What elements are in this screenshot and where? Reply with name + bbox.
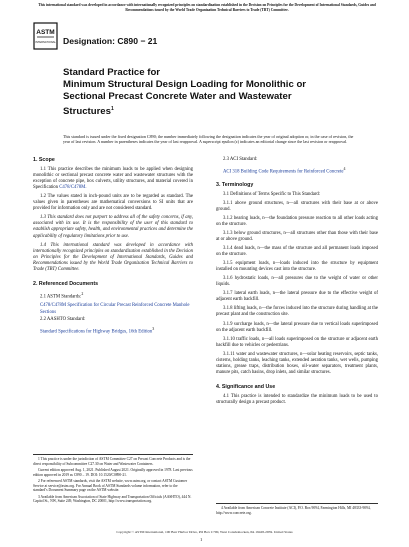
svg-text:INTERNATIONAL: INTERNATIONAL	[35, 41, 56, 44]
ref-link-c478[interactable]: C478/C478M.	[59, 185, 87, 191]
ref-link-c478-spec[interactable]: C478/C478M Specification for Circular Precast Reinforced Concrete Manhole Sections	[40, 303, 190, 315]
copyright-footer: Copyright © ASTM International, 100 Barr Harbor Drive, PO Box C700, West Conshohocken, PA 19428-2959. United States	[116, 530, 293, 534]
paragraph-4-1: 4.1 This practice is intended to standardize the minimum loads to be used to structurally design a precast product.	[216, 393, 378, 405]
wto-notice: This international standard was developed in accordance with internationally recognized principles on standardization established in the Decision on Principles for the Development of International Standards, Guides and Recommendations issued by the World Trade Organization Technical Barriers to Trade (TBT) Committee.	[38, 3, 376, 12]
svg-text:ASTM: ASTM	[36, 29, 55, 36]
definition-3-1-10: 3.1.10 traffic loads, n—all loads superimposed on the structure or adjacent earth backfill due to vehicles or pedestrians.	[216, 336, 378, 348]
definition-3-1-1: 3.1.1 above ground structures, n—all structures with their base at or above ground.	[216, 200, 378, 212]
paragraph-2-3: 2.3 ACI Standard:	[223, 157, 258, 162]
section-significance-heading: 4. Significance and Use	[216, 383, 276, 390]
footnote-marker: 3	[152, 325, 155, 331]
definition-3-1-6: 3.1.6 hydrostatic loads, n—all pressures due to the weight of water or other liquids.	[216, 276, 378, 288]
footnote-1: 1 This practice is under the jurisdiction of ASTM Committee C27 on Precast Concrete Products and is the direct responsibility of Subcommittee C27.30 on Water and Wastewater Containers.	[33, 457, 191, 466]
paragraph-3-1: 3.1 Definitions of Terms Specific to This Standard:	[223, 191, 321, 197]
section-referenced-documents-heading: 2. Referenced Documents	[33, 280, 99, 287]
title-line: Sectional Precast Concrete Water and Wastewater	[63, 91, 292, 102]
paragraph-2-2: 2.2 AASHTO Standard:	[40, 316, 86, 322]
paragraph-1-1	[33, 167, 193, 191]
ref-link-aci[interactable]: ACI 318 Building Code Requirements for Reinforced Concrete	[223, 169, 344, 175]
footnote-2: 2 For referenced ASTM standards, visit the ASTM website, www.astm.org, or contact ASTM Customer Service at service@astm.org. For Annual Book of ASTM Standards volume information, refer to the standard’s Document Summary page on the ASTM website.	[33, 479, 188, 492]
definition-3-1-8: 3.1.8 lifting loads, n—the forces induced into the structure during handling at the precast plant and the construction site.	[216, 306, 378, 318]
page-number: 1	[200, 537, 203, 542]
footnote-4: 4 Available from American Concrete Institute (ACI), P.O. Box 9094, Farmington Hills, MI 48333-9094, http://www.concrete.org.	[216, 503, 378, 515]
definition-3-1-2: 3.1.2 bearing loads, n—the foundation pressure reaction to all other loads acting on the structure.	[216, 215, 378, 227]
paragraph-1-3: 1.3 This standard does not purport to address all of the safety concerns, if any, associated with its use. It is the responsibility of the user of this standard to establish appropriate safety, health, and environmental practices and determine the applicability of regulatory limitations prior to use.	[33, 215, 193, 239]
definition-3-1-9: 3.1.9 surcharge loads, n—the lateral pressure due to vertical loads superimposed on the adjacent earth backfill.	[216, 321, 378, 333]
issue-note: This standard is issued under the fixed designation C890; the number immediately following the designation indicates the year of original adoption or, in the case of revision, the year of last revision. A number in parentheses indicates the year of last reapproval. A superscript epsilon (ε) indicates an editorial change since the last revision or reapproval.	[63, 134, 354, 145]
footnotes-left	[33, 454, 193, 506]
definition-3-1-5: 3.1.5 equipment loads, n—loads induced into the structure by equipment installed on mounting devices cast into the structure.	[216, 261, 378, 273]
ref-link-aashto[interactable]: Standard Specifications for Highway Bridges, 16th Edition	[40, 329, 153, 335]
ref-aashto	[33, 326, 193, 336]
paragraph-1-1-text: 1.1 This practice describes the minimum loads to be applied when designing monolithic or sectional precast concrete water and wastewater structures with the exception of concrete pipe, box culverts, utility structures, and material covered in Specification	[33, 167, 193, 191]
footnote-marker: 1	[110, 106, 114, 112]
ref-aci	[216, 166, 378, 176]
paragraph-2-1	[33, 291, 193, 301]
left-column	[33, 157, 193, 336]
definition-3-1-11: 3.1.11 water and wastewater structures, n—solar heating reservoirs, septic tanks, cisterns, holding tanks, leaching tanks, extended aeration tanks, wet wells, pumping stations, grease traps, distribution boxes, oil-water separators, treatment plants, manure pits, catch basins, drop inlets, and similar structures.	[216, 351, 378, 375]
footnote-marker: 4	[343, 166, 346, 172]
title-line: Standard Practice for	[63, 67, 161, 78]
definition-3-1-4: 3.1.4 dead loads, n—the mass of the structure and all permanent loads imposed on the structure.	[216, 246, 378, 258]
footnote-marker: 2	[81, 290, 84, 296]
definition-3-1-3: 3.1.3 below ground structures, n—all structures other than those with their base at or above ground.	[216, 230, 378, 242]
footnote-3: 3 Available from American Association of State Highway and Transportation Officials (AASHTO), 444 N. Capitol St., NW, Suite 249, Washington, DC 20001, http://www.transportation.org.	[33, 494, 192, 503]
title-line: Minimum Structural Design Loading for Monolithic or	[63, 79, 307, 90]
title-line-4: Structures	[63, 106, 111, 118]
section-terminology-heading: 3. Terminology	[216, 181, 254, 188]
paragraph-1-4: 1.4 This international standard was developed in accordance with internationally recognized principles on standardization established in the Decision on Principles for the Development of International Standards, Guides and Recommendations issued by the World Trade Organization Technical Barriers to Trade (TBT) Committee.	[33, 242, 193, 272]
right-column	[216, 157, 378, 409]
astm-logo-icon	[33, 22, 58, 50]
designation: Designation: C890 − 21	[63, 36, 158, 46]
footnote-1-edition: Current edition approved Aug. 1, 2021. Published August 2021. Originally approved in 1978. Last previous edition approved in 2019 as C890 – 19. DOI: 10.1520/C0890-21.	[33, 468, 193, 477]
paragraph-2-1-text: 2.1 ASTM Standards:	[40, 294, 82, 300]
section-scope-heading: 1. Scope	[33, 157, 55, 163]
definition-3-1-7: 3.1.7 lateral earth loads, n—the lateral pressure due to the effective weight of adjacent earth backfill.	[216, 291, 378, 303]
document-title	[63, 67, 363, 118]
title-line	[63, 103, 363, 118]
paragraph-1-2: 1.2 The values stated in inch-pound units are to be regarded as standard. The values given in parentheses are mathematical conversions to SI units that are provided for information only and are not considered standard.	[33, 194, 193, 212]
